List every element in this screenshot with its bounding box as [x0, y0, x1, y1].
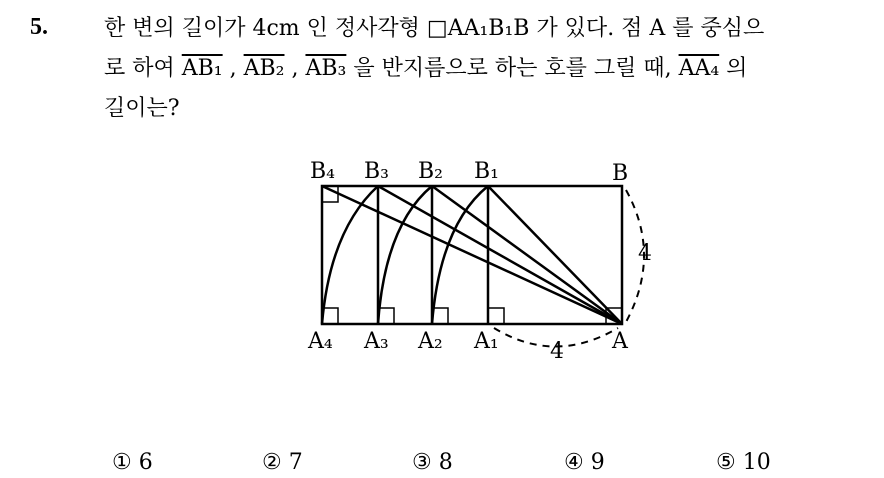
segment-ab2: AB₂: [243, 56, 285, 81]
choice-4[interactable]: [564, 450, 605, 475]
diagonal-a-b3: [378, 186, 622, 324]
choice-2-mark: ②: [262, 450, 282, 475]
choice-3-value: 8: [438, 450, 453, 475]
choice-1[interactable]: [112, 450, 153, 475]
question-text-line2: [104, 54, 747, 84]
diagonal-a-b1: [488, 186, 622, 324]
label-b2: B₂: [418, 159, 443, 184]
choice-1-mark: ①: [112, 450, 132, 475]
separator-1: ,: [222, 56, 244, 81]
choice-5[interactable]: [716, 450, 771, 475]
choice-5-value: 10: [742, 450, 771, 475]
label-side-right: 4: [638, 241, 652, 266]
choice-1-value: 6: [138, 450, 153, 475]
question-text-line1: 한 변의 길이가 4cm 인 정사각형 □AA₁B₁B 가 있다. 점 A 를 중심으: [104, 16, 765, 41]
label-a1: A₁: [474, 329, 499, 354]
right-angle-a1: [488, 308, 504, 324]
line2-middle: 을 반지름으로 하는 호를 그릴 때,: [346, 56, 679, 81]
segment-ab3: AB₃: [305, 56, 347, 81]
question-text-line3: 길이는?: [104, 96, 180, 121]
label-a: A: [612, 329, 628, 354]
line2-suffix: 의: [719, 56, 748, 81]
label-b4: B₄: [310, 159, 335, 184]
label-side-bottom: 4: [550, 339, 564, 364]
label-a4: A₄: [308, 329, 333, 354]
label-b: B: [612, 161, 629, 186]
choice-3[interactable]: [412, 450, 453, 475]
diagonal-a-b2: [432, 186, 622, 324]
arc-b2-to-a3: [378, 186, 432, 324]
choice-4-value: 9: [590, 450, 605, 475]
label-b3: B₃: [364, 159, 389, 184]
choice-2[interactable]: [262, 450, 303, 475]
choice-3-mark: ③: [412, 450, 432, 475]
segment-ab1: AB₁: [181, 56, 223, 81]
geometry-figure: [290, 150, 670, 370]
line2-prefix: 로 하여: [104, 56, 182, 81]
label-b1: B₁: [474, 159, 499, 184]
segment-aa4: AA₄: [678, 56, 720, 81]
label-a2: A₂: [418, 329, 443, 354]
choice-4-mark: ④: [564, 450, 584, 475]
separator-2: ,: [284, 56, 306, 81]
label-a3: A₃: [364, 329, 389, 354]
diagonal-a-b4: [322, 186, 622, 324]
choice-5-mark: ⑤: [716, 450, 736, 475]
choice-2-value: 7: [288, 450, 303, 475]
question-number: 5.: [30, 14, 48, 40]
